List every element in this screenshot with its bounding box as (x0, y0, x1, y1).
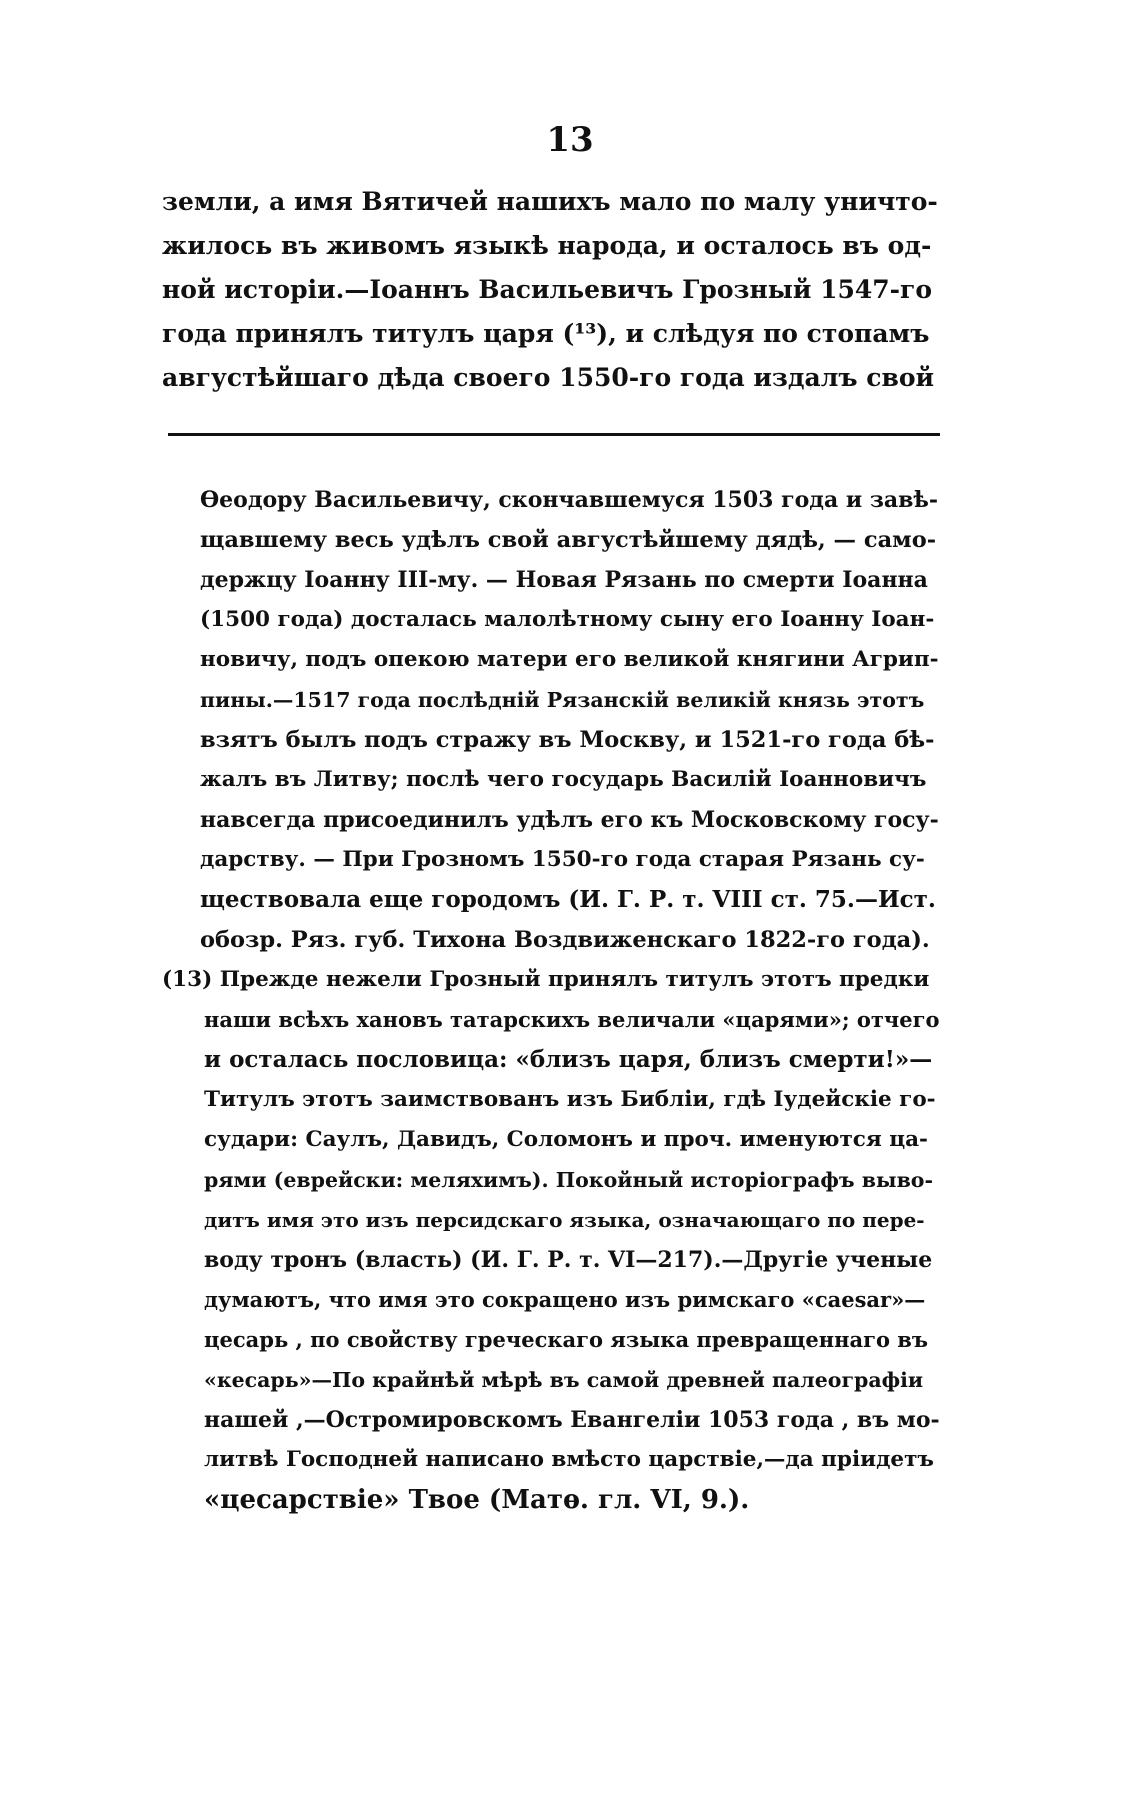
main-text-line: жилось въ живомъ языкѣ народа, и осталось въ од- (162, 231, 932, 260)
footnote-13-line: «цесарствіе» Твое (Матѳ. гл. VI, 9.). (204, 1485, 750, 1515)
main-text-line: августѣйшаго дѣда своего 1550-го года издалъ свой (162, 363, 935, 392)
footnote-13-line: цесарь , по свойству греческаго языка превращеннаго въ (204, 1327, 928, 1352)
footnote-13-line: дитъ имя это изъ персидскаго языка, означающаго по пере- (204, 1208, 925, 1232)
footnote-line: жалъ въ Литву; послѣ чего государь Василій Іоанновичъ (200, 767, 927, 792)
footnote-line: ществовала еще городомъ (И. Г. Р. т. VIII ст. 75.—Ист. (200, 886, 936, 913)
footnote-line: (1500 года) досталась малолѣтному сыну его Іоанну Іоан- (200, 607, 935, 632)
footnote-line: новичу, подъ опекою матери его великой княгини Агрип- (200, 647, 939, 672)
footnote-line: обозр. Ряз. губ. Тихона Воздвиженскаго 1822-го года). (200, 927, 930, 953)
main-text (162, 180, 940, 400)
footnote-13-line: Титулъ этотъ заимствованъ изъ Библіи, гдѣ Іудейскіе го- (204, 1087, 936, 1112)
footnote-13-line: судари: Саулъ, Давидъ, Соломонъ и проч. именуются ца- (204, 1127, 928, 1152)
footnote-line: Ѳеодору Васильевичу, скончавшемуся 1503 года и завѣ- (200, 487, 939, 513)
page-number: 13 (546, 120, 594, 160)
footnote-line: навсегда присоединилъ удѣлъ его къ Московскому госу- (200, 807, 939, 833)
footnote-13-line: «кесарь»—По крайнѣй мѣрѣ въ самой древней палеографіи (204, 1368, 924, 1392)
footnote-line: взятъ былъ подъ стражу въ Москву, и 1521-го года бѣ- (200, 727, 935, 753)
main-text-line: земли, а имя Вятичей нашихъ мало по малу уничто- (162, 187, 938, 216)
footnote-line: держцу Іоанну III-му. — Новая Рязань по смерти Іоанна (200, 567, 928, 593)
main-text-line: года принялъ титулъ царя (¹³), и слѣдуя по стопамъ (162, 319, 930, 348)
footnote-13-line: литвѣ Господней написано вмѣсто царствіе,—да пріидетъ (204, 1447, 934, 1472)
footnote-13-line: и осталась пословица: «близъ царя, близъ смерти!»— (204, 1046, 933, 1073)
main-text-line: ной исторіи.—Іоаннъ Васильевичъ Грозный 1547-го (162, 275, 933, 304)
footnote-13-line: воду тронъ (власть) (И. Г. Р. т. VI—217).—Другіе ученые (204, 1247, 933, 1273)
footnote-13-line: нашей ,—Остромировскомъ Евангеліи 1053 года , въ мо- (204, 1407, 940, 1433)
footnote-13-line: рями (еврейски: меляхимъ). Покойный исторіографъ выво- (204, 1168, 933, 1192)
footnote-13-line: думаютъ, что имя это сокращено изъ римскаго «caesar»— (204, 1287, 926, 1312)
footnote-line: пины.—1517 года послѣдній Рязанскій великій князь этотъ (200, 688, 925, 712)
footnote-divider (168, 433, 940, 436)
footnote-line: щавшему весь удѣлъ свой августѣйшему дядѣ, — само- (200, 527, 937, 553)
footnote-13-line: (13) Прежде нежели Грозный принялъ титулъ этотъ предки (162, 967, 930, 992)
footnote-13-line: наши всѣхъ хановъ татарскихъ величали «царями»; отчего (204, 1007, 940, 1032)
footnote-line: дарству. — При Грозномъ 1550-го года старая Рязань су- (200, 847, 925, 872)
footnotes (162, 480, 940, 1520)
